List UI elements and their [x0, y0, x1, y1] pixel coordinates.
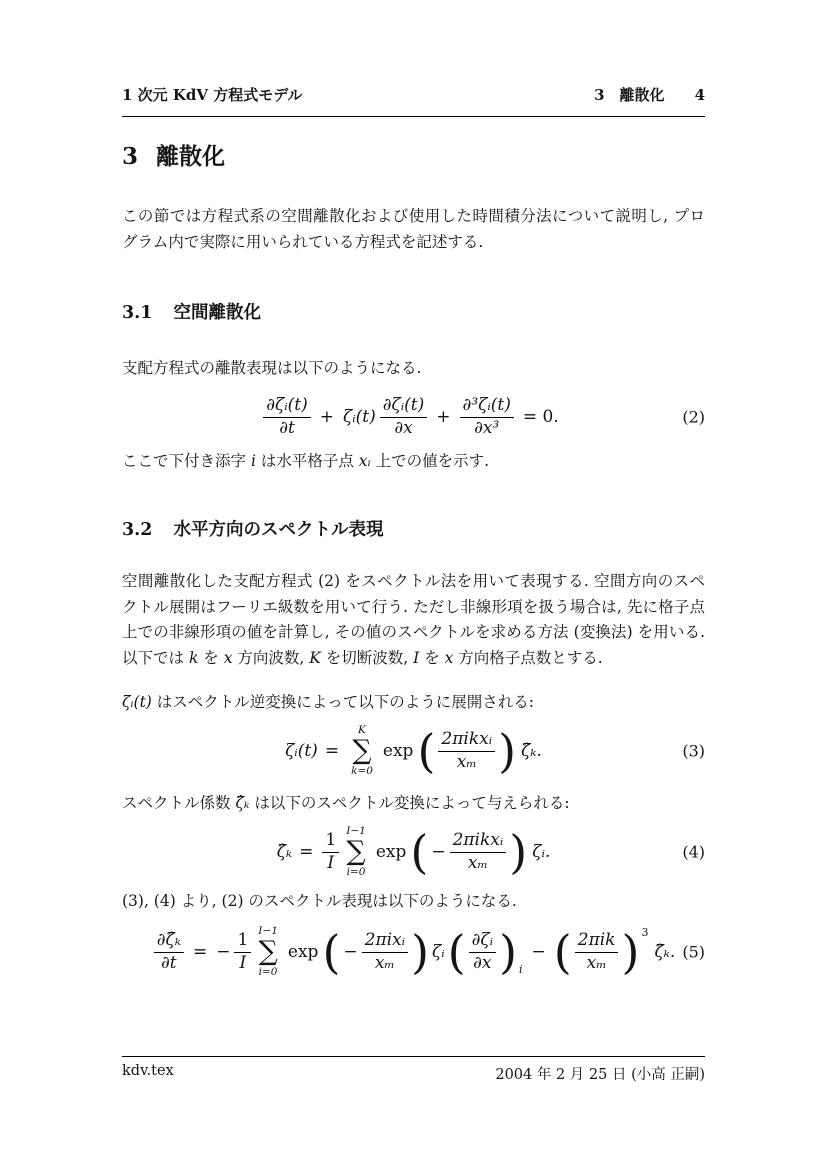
- summation: [258, 925, 278, 979]
- fraction-numerator: ∂ζᵢ: [471, 930, 494, 951]
- fraction-numerator: ∂³ζᵢ(t): [462, 395, 511, 416]
- fraction-denominator: I: [239, 952, 247, 973]
- subsection-number: 3.1: [122, 303, 153, 323]
- fraction-denominator: ∂x: [394, 417, 413, 438]
- text-segment: 方向波数,: [232, 648, 310, 667]
- math-variable: x: [223, 648, 233, 667]
- fraction-denominator: xₘ: [467, 852, 488, 873]
- summation: [346, 825, 366, 879]
- text-segment: 方向格子点数とする.: [453, 648, 603, 667]
- page-header: [122, 84, 705, 117]
- minus-sign: −: [216, 942, 231, 962]
- equation-2-body: [122, 395, 705, 439]
- big-right-paren: ): [509, 825, 528, 879]
- coefficient: ζᵢ(t): [343, 407, 376, 427]
- text-segment: を: [198, 648, 224, 667]
- text-segment: を: [419, 648, 445, 667]
- before-equation-4-text: [122, 791, 705, 817]
- equals-sign: =: [299, 842, 314, 862]
- section-3-1-heading: [122, 299, 705, 324]
- fraction: [234, 930, 251, 974]
- fraction-numerator: 2πixᵢ: [364, 930, 406, 951]
- zeta-variable: ζᵢ: [432, 942, 445, 962]
- header-page-number: 4: [694, 86, 705, 104]
- footer-filename: kdv.tex: [122, 1063, 174, 1079]
- big-right-paren: ): [621, 925, 640, 979]
- sum-lower-limit: i=0: [346, 866, 366, 879]
- fraction: [380, 395, 428, 439]
- lhs-variable: ζᵢ(t): [285, 741, 318, 761]
- section-3-2-paragraph: [122, 569, 705, 671]
- fraction: [154, 930, 184, 974]
- math-variable: I: [413, 648, 420, 667]
- before-equation-5-text: (3), (4) より, (2) のスペクトル表現は以下のようになる.: [122, 892, 517, 910]
- header-left-title: 1 次元 KdV 方程式モデル: [122, 86, 303, 104]
- equals-sign: =: [324, 741, 340, 761]
- spectral-coefficient: ζ̂ₖ.: [654, 942, 676, 962]
- fraction: [322, 830, 339, 874]
- equation-number: (4): [682, 842, 705, 862]
- text-segment: 上での値を示す.: [370, 452, 489, 470]
- fraction: [362, 930, 408, 974]
- math-variable: K: [309, 648, 321, 667]
- big-left-paren: (: [447, 925, 466, 979]
- fraction-denominator: xₘ: [374, 952, 395, 973]
- equation-4-body: [122, 825, 705, 879]
- math-variable: x: [444, 648, 454, 667]
- fraction-numerator: 2πikxᵢ: [441, 729, 493, 750]
- math-variable: ζ̂ₖ: [235, 794, 250, 812]
- sum-lower-limit: k=0: [351, 765, 373, 778]
- text-column: [122, 0, 705, 1169]
- fraction-denominator: xₘ: [456, 751, 477, 772]
- section-3-intro-paragraph: この節では方程式系の空間離散化および使用した時間積分法について説明し, プログラム内で実際に用いられている方程式を記述する.: [122, 207, 705, 251]
- fraction: [575, 930, 619, 974]
- math-variable: k: [188, 648, 199, 667]
- big-right-paren: ): [499, 925, 518, 979]
- math-variable: i: [250, 452, 256, 470]
- fraction-numerator: 1: [237, 930, 249, 951]
- fraction-denominator: ∂t: [161, 952, 177, 973]
- equation-3: [122, 720, 705, 782]
- fraction: [263, 395, 311, 439]
- fraction-denominator: ∂x: [473, 952, 492, 973]
- header-section-title: 離散化: [619, 86, 665, 104]
- text-segment: ここで下付き添字: [122, 452, 251, 470]
- fraction: [450, 830, 507, 874]
- fraction: [460, 395, 514, 439]
- fraction-numerator: 2πikxᵢ: [452, 830, 504, 851]
- sum-upper-limit: I−1: [346, 825, 366, 838]
- math-variable: xᵢ: [358, 452, 371, 470]
- after-equation-2-text: [122, 449, 705, 475]
- big-left-paren: (: [410, 825, 429, 879]
- big-left-paren: (: [322, 925, 341, 979]
- equation-number: (2): [682, 407, 705, 427]
- fraction-denominator: ∂x³: [474, 417, 500, 438]
- exp-function: exp: [375, 842, 407, 862]
- lhs-variable: ζ̂ₖ: [276, 842, 293, 862]
- sigma-symbol: ∑: [258, 935, 278, 967]
- section-3-2-heading: [122, 516, 705, 541]
- big-left-paren: (: [417, 724, 436, 778]
- exp-function: exp: [382, 741, 414, 761]
- plus-operator: +: [319, 407, 335, 427]
- paren-subscript: i: [519, 962, 523, 976]
- subsection-title: 水平方向のスペクトル表現: [173, 520, 384, 540]
- text-segment: を切断波数,: [320, 648, 414, 667]
- equation-3-body: [122, 724, 705, 778]
- section-3-heading: [122, 138, 705, 171]
- spectral-coefficient: ζ̂ₖ.: [521, 741, 542, 761]
- plus-operator: +: [436, 407, 451, 427]
- before-equation-3-text: [122, 690, 705, 716]
- sigma-symbol: ∑: [352, 734, 372, 766]
- fraction-denominator: xₘ: [586, 952, 607, 973]
- page-footer: [122, 1056, 705, 1084]
- equals-sign: =: [192, 942, 208, 962]
- fraction: [438, 729, 495, 773]
- math-variable: ζᵢ(t): [122, 693, 152, 711]
- equation-4: [122, 820, 705, 884]
- paren-superscript: 3: [641, 926, 649, 940]
- section-title: 離散化: [156, 143, 226, 170]
- exp-function: exp: [287, 942, 319, 962]
- subsection-number: 3.2: [122, 520, 153, 540]
- fraction: [469, 930, 496, 974]
- sum-lower-limit: i=0: [258, 966, 278, 979]
- sum-upper-limit: K: [358, 724, 366, 737]
- section-3-1-lead-text: 支配方程式の離散表現は以下のようになる.: [122, 359, 422, 377]
- text-segment: は以下のスペクトル変換によって与えられる:: [249, 794, 570, 812]
- text-segment: は水平格子点: [255, 452, 359, 470]
- minus-operator: −: [531, 942, 546, 962]
- big-right-paren: ): [498, 724, 517, 778]
- subsection-title: 空間離散化: [173, 303, 261, 323]
- sum-upper-limit: I−1: [258, 925, 278, 938]
- fraction-numerator: 2πik: [577, 930, 616, 951]
- header-section-number: 3: [594, 86, 605, 104]
- minus-sign: −: [431, 842, 446, 862]
- text-segment: 空間離散化した支配方程式 (2) をスペクトル法を用いて表現する. 空間方向のスペクトル展開はフーリエ級数を用いて行う. ただし非線形項を扱う場合は, 先に格子点上での非線形項の値を計算し, その値のスペクトルを求める方法 (変換法) を用いる. 以下では: [122, 572, 705, 667]
- fraction-numerator: 1: [325, 830, 337, 851]
- text-segment: スペクトル係数: [122, 794, 236, 812]
- fraction-denominator: I: [327, 852, 335, 873]
- minus-sign: −: [343, 942, 358, 962]
- big-left-paren: (: [553, 925, 572, 979]
- equation-number: (5): [682, 942, 705, 962]
- footer-date-author: 2004 年 2 月 25 日 (小高 正嗣): [495, 1067, 705, 1083]
- fraction-numerator: ∂ζᵢ(t): [382, 395, 425, 416]
- summation: [351, 724, 373, 778]
- equation-5-body: [122, 925, 705, 979]
- fraction-numerator: ∂ζᵢ(t): [266, 395, 308, 416]
- sigma-symbol: ∑: [346, 835, 366, 867]
- header-right: [594, 84, 705, 105]
- text-segment: はスペクトル逆変換によって以下のように展開される:: [151, 693, 534, 711]
- equation-2: [122, 388, 705, 446]
- big-right-paren: ): [411, 925, 430, 979]
- equation-number: (3): [682, 741, 705, 761]
- section-number: 3: [122, 143, 139, 170]
- equation-5: [122, 916, 705, 988]
- fraction-denominator: ∂t: [279, 417, 295, 438]
- fraction-numerator: ∂ζ̂ₖ: [156, 930, 181, 951]
- equals-zero: = 0.: [522, 407, 559, 427]
- grid-point-value: ζᵢ.: [532, 842, 551, 862]
